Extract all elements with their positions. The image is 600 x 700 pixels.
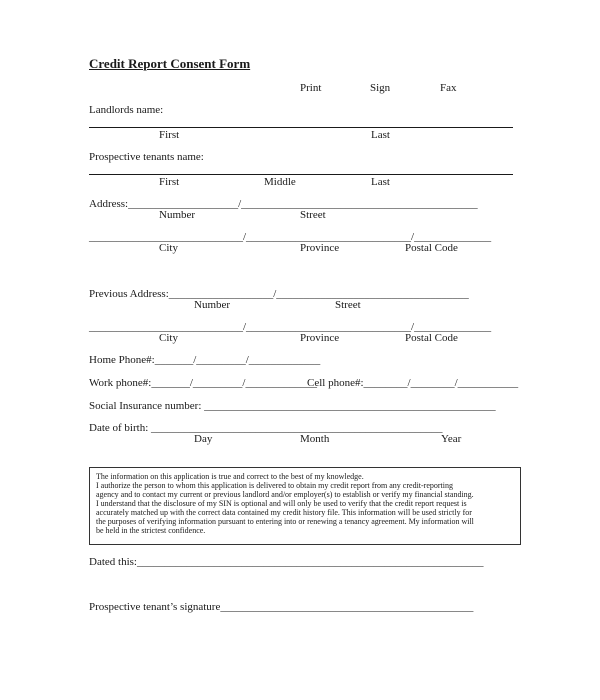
fax-option[interactable]: Fax [440, 82, 457, 94]
home-phone-field[interactable]: Home Phone#:_______/_________/_____________ [89, 354, 321, 366]
tenant-name-label: Prospective tenants name: [89, 151, 204, 163]
address-postal-code-label: Postal Code [405, 242, 458, 254]
sign-option[interactable]: Sign [370, 82, 391, 94]
address-city-province-postal-field[interactable]: ____________________________/______________________________/______________ [89, 231, 492, 243]
dated-field[interactable]: Dated this:_______________________________________________________________ [89, 556, 484, 568]
landlord-last-label: Last [371, 129, 390, 141]
consent-text [96, 472, 474, 535]
landlord-name-label: Landlords name: [89, 104, 164, 116]
tenant-first-label: First [159, 176, 180, 188]
address-field[interactable]: Address:____________________/___________________________________________ [89, 198, 478, 210]
landlord-first-label: First [159, 129, 180, 141]
work-phone-field[interactable]: Work phone#:_______/_________/_____________ [89, 377, 317, 389]
consent-line: The information on this application is true and correct to the best of my knowledge. [96, 472, 364, 481]
address-city-label: City [159, 242, 178, 254]
address-street-label: Street [300, 209, 326, 221]
previous-address-city-province-postal-field[interactable]: ____________________________/______________________________/______________ [89, 321, 492, 333]
consent-line: be held in the strictest confidence. [96, 526, 206, 535]
social-insurance-number-field[interactable]: Social Insurance number: _____________________________________________________ [89, 400, 496, 412]
landlord-name-field[interactable] [89, 127, 513, 128]
previous-address-city-label: City [159, 332, 178, 344]
consent-line: I understand that the disclosure of my SIN is optional and will only be used to verify that the credit report request is [96, 499, 467, 508]
dob-month-label: Month [300, 433, 330, 445]
form-title: Credit Report Consent Form [89, 56, 251, 71]
previous-address-street-label: Street [335, 299, 361, 311]
previous-address-postal-code-label: Postal Code [405, 332, 458, 344]
date-of-birth-field[interactable]: Date of birth: _____________________________________________________ [89, 422, 443, 434]
previous-address-province-label: Province [300, 332, 340, 344]
tenant-middle-label: Middle [264, 176, 296, 188]
previous-address-field[interactable]: Previous Address:___________________/___________________________________ [89, 288, 469, 300]
address-province-label: Province [300, 242, 340, 254]
consent-line: accurately matched up with the correct data contained my credit history file. This information will be used strictly for [96, 508, 472, 517]
tenant-signature-field[interactable]: Prospective tenant’s signature______________________________________________ [89, 601, 474, 613]
consent-line: I authorize the person to whom this application is delivered to obtain my credit report from any credit-reporting [96, 481, 454, 490]
consent-line: agency and to contact my current or previous landlord and/or employer(s) to establish or verify my financial standing. [96, 490, 474, 499]
print-option[interactable]: Print [300, 82, 322, 94]
tenant-name-field[interactable] [89, 174, 513, 175]
dob-year-label: Year [441, 433, 462, 445]
address-number-label: Number [159, 209, 196, 221]
dob-day-label: Day [194, 433, 213, 445]
cell-phone-field[interactable]: Cell phone#:________/________/___________ [307, 377, 519, 389]
previous-address-number-label: Number [194, 299, 231, 311]
consent-line: the purposes of verifying information pursuant to entering into or renewing a tenancy agreement. My information will [96, 517, 474, 526]
tenant-last-label: Last [371, 176, 390, 188]
